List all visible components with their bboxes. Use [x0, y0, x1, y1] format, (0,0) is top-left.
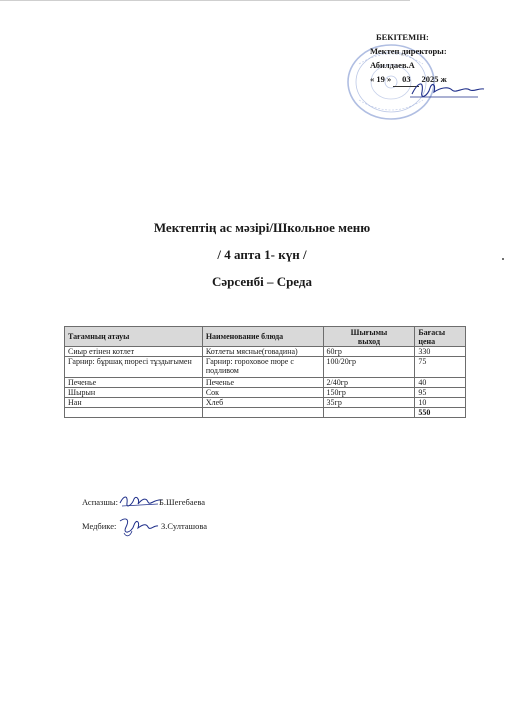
table-total-row: [65, 408, 466, 418]
cell-empty: [323, 408, 415, 418]
cell-dish-ru: Гарнир: гороховое пюре с подливом: [202, 357, 323, 378]
cell-price: 330: [415, 347, 466, 357]
header-dish-kz: Тағамның атауы: [65, 327, 203, 347]
header-yield-kz: Шығымы: [350, 327, 388, 337]
cell-price: 10: [415, 398, 466, 408]
header-yield: [323, 327, 415, 347]
cell-dish-ru: Хлеб: [202, 398, 323, 408]
cell-yield: 150гр: [323, 388, 415, 398]
header-dish-ru: Наименование блюда: [202, 327, 323, 347]
cell-total: 550: [415, 408, 466, 418]
cell-price: 40: [415, 378, 466, 388]
cell-dish-kz: Печенье: [65, 378, 203, 388]
table-row: [65, 378, 466, 388]
nurse-signature: [116, 515, 160, 539]
cell-yield: 35гр: [323, 398, 415, 408]
cell-price: 75: [415, 357, 466, 378]
cell-dish-ru: Печенье: [202, 378, 323, 388]
date-month: 03: [393, 72, 419, 87]
director-signature: [408, 78, 488, 102]
cell-dish-ru: Сок: [202, 388, 323, 398]
table-row: [65, 398, 466, 408]
table-row: [65, 388, 466, 398]
menu-titles: [0, 214, 524, 295]
cell-yield: 60гр: [323, 347, 415, 357]
menu-title: Мектептің ас мәзірі/Школьное меню: [153, 220, 371, 235]
header-yield-ru: выход: [357, 336, 380, 346]
approval-heading: БЕКІТЕМІН:: [376, 32, 429, 42]
menu-weekday-name: Сәрсенбі – Среда: [212, 274, 312, 289]
cell-yield: 100/20гр: [323, 357, 415, 378]
approval-position: Мектеп директоры:: [370, 46, 447, 56]
cell-dish-kz: Шырын: [65, 388, 203, 398]
cell-dish-kz: Гарнир: бұршақ пюресі тұздығымен: [65, 357, 203, 378]
nurse-name: З.Султашова: [161, 521, 208, 531]
director-name: Абилдаев.А: [370, 60, 415, 70]
cook-name: Б.Шегебаева: [159, 497, 206, 507]
header-price: [415, 327, 466, 347]
header-price-kz: Бағасы: [418, 327, 446, 337]
nurse-label: Медбике:: [82, 521, 117, 531]
cell-dish-kz: Сиыр етінен котлет: [65, 347, 203, 357]
date-day: « 19 »: [370, 74, 392, 84]
table-header-row: [65, 327, 466, 347]
table-row: [65, 357, 466, 378]
date-year: 2025 ж: [421, 74, 447, 84]
cell-price: 95: [415, 388, 466, 398]
table-row: [65, 347, 466, 357]
menu-week-day: / 4 апта 1- күн /: [217, 247, 307, 262]
cell-dish-ru: Котлеты мясные(говадина): [202, 347, 323, 357]
cell-empty: [202, 408, 323, 418]
header-price-ru: цена: [418, 336, 436, 346]
menu-table: [64, 326, 466, 418]
cell-empty: [65, 408, 203, 418]
scan-speck: [502, 258, 504, 260]
cook-label: Аспазшы:: [82, 497, 118, 507]
approval-director: [330, 58, 500, 72]
cook-signature: [118, 491, 164, 511]
cell-dish-kz: Нан: [65, 398, 203, 408]
scan-edge: [0, 0, 410, 1]
cell-yield: 2/40гр: [323, 378, 415, 388]
